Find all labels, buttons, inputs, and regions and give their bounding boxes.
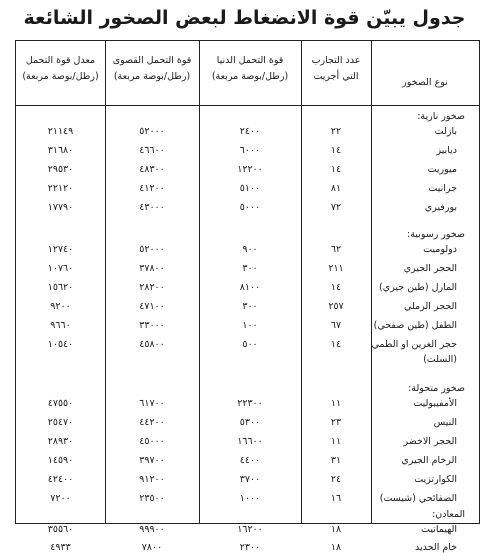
min-strength: ٣٠٠ <box>242 301 258 312</box>
experiments-count: ٢٣ <box>330 417 342 428</box>
avg-strength: ٤٢٤٠٠ <box>47 474 74 485</box>
experiments-count: ٢٥٧ <box>328 301 344 312</box>
header-max-strength: قوة التحمل القصوى (رطل/بوصة مربعة) <box>112 55 192 82</box>
avg-strength: ٢٢١٢٠ <box>47 183 74 194</box>
min-strength: ٤٤٠٠ <box>239 455 261 466</box>
avg-strength: ١٠٥٤٠ <box>47 339 74 350</box>
avg-strength: ٩٦٦٠ <box>50 320 71 331</box>
max-strength: ٧٨٠٠ <box>141 542 163 553</box>
min-strength: ١٠٠ <box>242 320 258 331</box>
max-strength: ٤٦٦٠٠ <box>139 145 165 156</box>
avg-strength: ١٥٦٢٠ <box>47 282 74 293</box>
experiments-count: ١٨ <box>330 542 342 553</box>
min-strength: ٥٠٠ <box>242 339 258 350</box>
experiments-count: ١٦ <box>330 493 342 504</box>
max-strength: ٤٥٠٠٠ <box>139 436 165 447</box>
avg-strength: ٢٨٩٣٠ <box>47 436 74 447</box>
rock-name: الطفل (طين صفحي) <box>373 320 457 331</box>
rock-name: ميوريت <box>427 164 457 175</box>
rock-name-continued: (السلت) <box>423 354 457 365</box>
experiments-count: ٢١١ <box>328 263 344 274</box>
rock-name: ديابيز <box>436 145 457 156</box>
rock-name: دولوميت <box>423 244 457 255</box>
avg-strength: ٤٧٥٥٠ <box>47 398 74 409</box>
min-strength: ٨١٠٠ <box>239 282 261 293</box>
min-strength: ٢٢٣٠٠ <box>237 398 263 409</box>
avg-strength: ٣٥٥٦٠ <box>47 524 74 535</box>
min-strength: ٣٠٠ <box>242 263 258 274</box>
rock-name: جرانيت <box>428 183 457 194</box>
max-strength: ٩٩٩٠٠ <box>139 524 165 535</box>
avg-strength: ١٢٧٤٠ <box>47 244 74 255</box>
avg-strength: ١٧٧٩٠ <box>47 202 74 213</box>
rock-name: بورفيري <box>424 202 457 213</box>
group-heading-metamorphic: صخور متحولة: <box>408 383 465 394</box>
max-strength: ٤٤٢٠٠ <box>139 417 165 428</box>
avg-strength: ٢١١٤٩ <box>47 126 74 137</box>
avg-strength: ١٠٧٦٠ <box>47 263 74 274</box>
max-strength: ٢٣٥٠٠ <box>139 493 165 504</box>
min-strength: ٥٠٠٠ <box>239 202 261 213</box>
min-strength: ٥١٠٠ <box>239 183 261 194</box>
experiments-count: ٦٢ <box>330 244 342 255</box>
max-strength: ٤٧١٠٠ <box>139 301 165 312</box>
group-heading-igneous: صخور نارية: <box>417 111 465 122</box>
min-strength: ١٢٢٠٠ <box>237 164 263 175</box>
max-strength: ٤٨٣٠٠ <box>139 164 165 175</box>
experiments-count: ١٤ <box>330 164 342 175</box>
max-strength: ٦١٧٠٠ <box>139 398 165 409</box>
min-strength: ٥٣٠٠ <box>239 417 261 428</box>
avg-strength: ٢٥٤٧٠ <box>47 417 74 428</box>
min-strength: ١٦٢٠٠ <box>237 524 263 535</box>
rock-name: الحجر الاخضر <box>403 436 457 447</box>
min-strength: ٦٠٠٠ <box>239 145 261 156</box>
experiments-count: ١٤ <box>330 145 342 156</box>
avg-strength: ٣١٦٨٠ <box>47 145 74 156</box>
max-strength: ٤٥٨٠٠ <box>139 339 165 350</box>
experiments-count: ٢٢ <box>330 126 342 137</box>
rock-name: الحجر الجيري <box>403 263 457 274</box>
rock-name: الأمفيبوليت <box>413 398 457 409</box>
header-experiments: عدد التجارب التي أجريت <box>311 55 361 82</box>
rock-name: بازلت <box>434 126 457 137</box>
max-strength: ٣٧٨٠٠ <box>139 263 165 274</box>
group-heading-sedimentary: صخور رسوبية: <box>407 229 465 240</box>
rock-name: الصفائحي (شيست) <box>379 493 457 504</box>
experiments-count: ٣١ <box>330 455 342 466</box>
header-rock-type: نوع الصخور <box>402 77 448 88</box>
max-strength: ٥٢٠٠٠ <box>139 126 165 137</box>
rock-name: النيس <box>433 417 457 428</box>
max-strength: ٤٣٠٠٠ <box>139 202 165 213</box>
max-strength: ٣٣٠٠٠ <box>139 320 165 331</box>
min-strength: ٢٤٠٠ <box>239 126 261 137</box>
max-strength: ٢٨٢٠٠ <box>139 282 165 293</box>
rock-name: الهيماتيت <box>420 524 457 535</box>
avg-strength: ٢٩٥٣٠ <box>47 164 74 175</box>
experiments-count: ٨١ <box>330 183 342 194</box>
rock-name: الكوارتزيت <box>414 474 457 485</box>
max-strength: ٥٢٠٠٠ <box>139 244 165 255</box>
min-strength: ٣٧٠٠ <box>239 474 261 485</box>
header-min-strength: قوة التحمل الدنيا (رطل/بوصة مربعة) <box>211 55 289 82</box>
avg-strength: ٩٢٠٠ <box>50 301 71 312</box>
rock-name: المارل (طين جيري) <box>379 282 457 293</box>
avg-strength: ٧٢٠٠ <box>50 493 71 504</box>
header-avg-strength: معدل قوة التحمل (رطل/بوصة مربعة) <box>22 55 99 82</box>
table-title: جدول يبيّن قوة الانضغاط لبعض الصخور الشائعة <box>23 7 466 29</box>
max-strength: ٩١٢٠٠ <box>139 474 165 485</box>
experiments-count: ١١ <box>330 436 342 447</box>
max-strength: ٣٩٧٠٠ <box>139 455 165 466</box>
min-strength: ١٠٠٠ <box>239 493 261 504</box>
min-strength: ١٦٦٠٠ <box>237 436 263 447</box>
avg-strength: ١٤٥٩٠ <box>47 455 74 466</box>
min-strength: ٢٣٠٠ <box>239 542 261 553</box>
rock-name: خام الحديد <box>415 542 457 553</box>
experiments-count: ٢٤ <box>330 474 342 485</box>
rock-name: الرخام الجيري <box>401 455 457 466</box>
avg-strength: ٤٩٣٣ <box>50 542 71 553</box>
experiments-count: ١٤ <box>330 282 342 293</box>
experiments-count: ٦٧ <box>330 320 342 331</box>
experiments-count: ١٨ <box>330 524 342 535</box>
min-strength: ٩٠٠ <box>242 244 258 255</box>
max-strength: ٤١٢٠٠ <box>139 183 165 194</box>
rock-name: حجر الغرين او الطمي <box>371 339 457 350</box>
experiments-count: ١٤ <box>330 339 342 350</box>
experiments-count: ٧٢ <box>330 202 342 213</box>
group-heading-minerals: المعادن: <box>432 509 465 520</box>
rock-name: الحجر الرملي <box>404 301 457 312</box>
experiments-count: ١١ <box>330 398 342 409</box>
compression-strength-table <box>15 40 480 553</box>
